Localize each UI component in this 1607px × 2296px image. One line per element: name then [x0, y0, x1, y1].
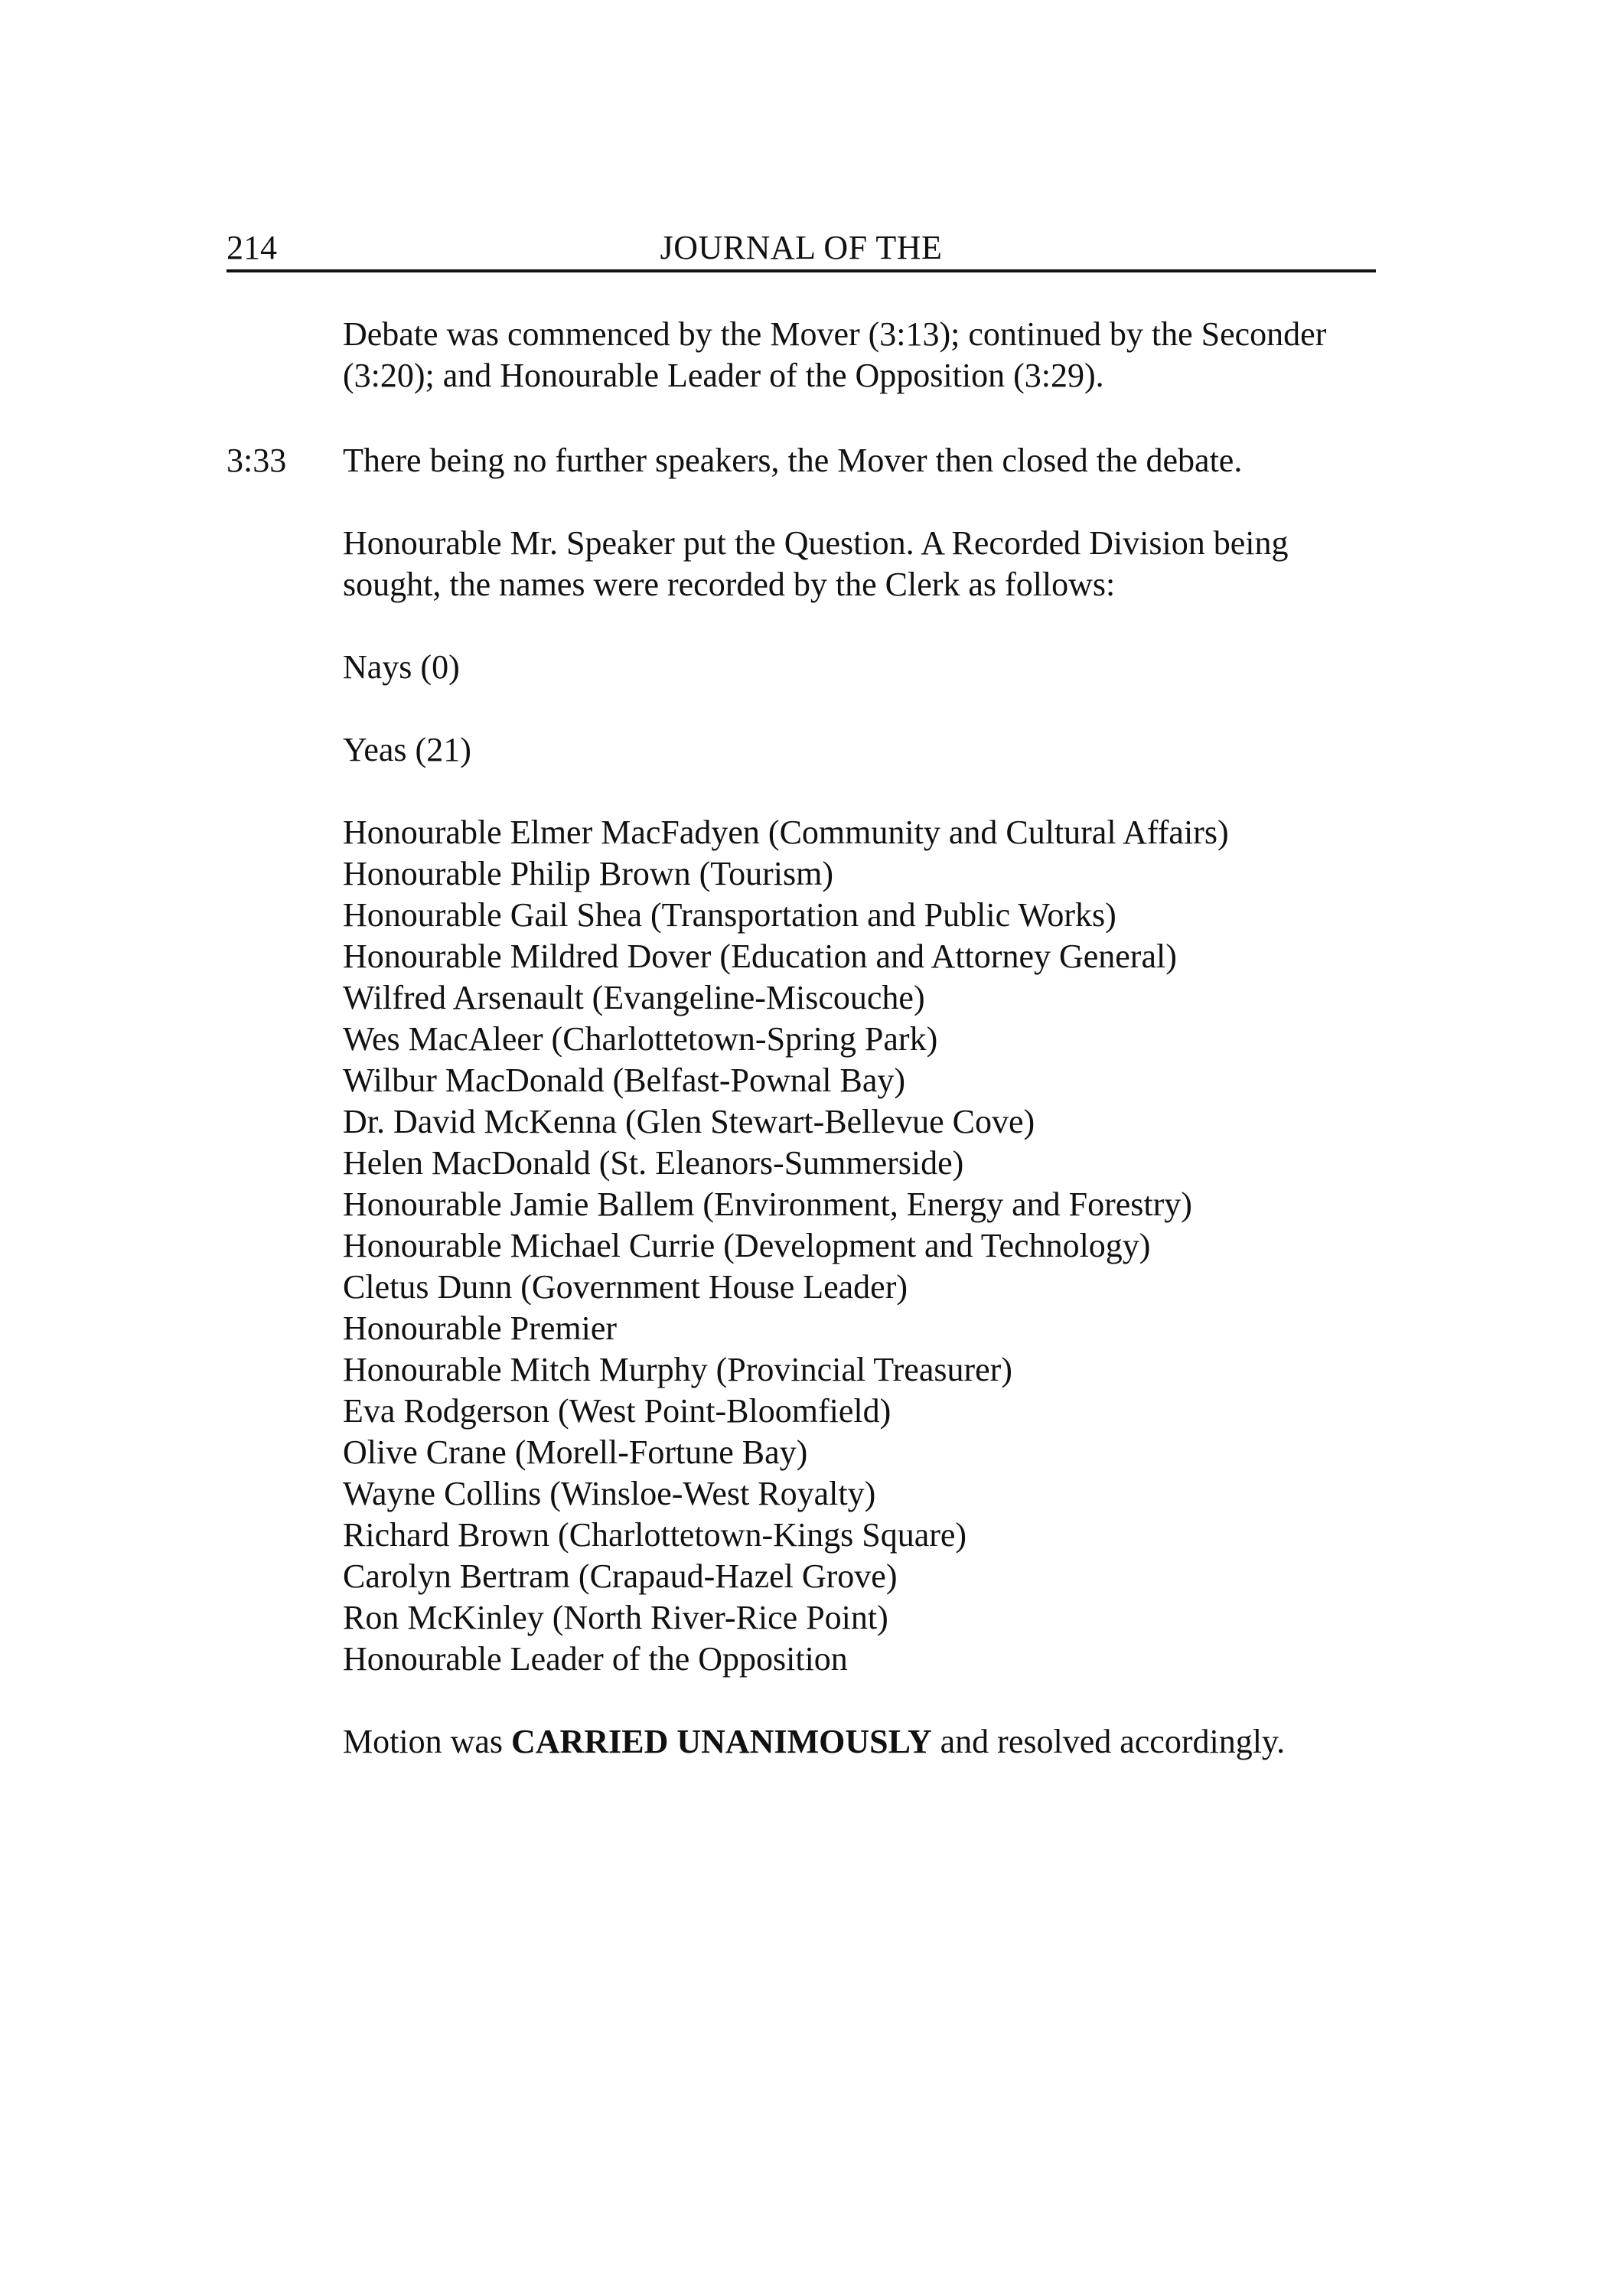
- result-paragraph: [343, 1721, 1376, 1763]
- list-item: Honourable Jamie Ballem (Environment, Energy and Forestry): [343, 1186, 1192, 1223]
- list-item: Cletus Dunn (Government House Leader): [343, 1268, 908, 1306]
- list-item: Wayne Collins (Winsloe-West Royalty): [343, 1475, 876, 1512]
- list-item: Helen MacDonald (St. Eleanors-Summerside): [343, 1144, 964, 1182]
- yeas-list-block: [343, 812, 1376, 1680]
- page-header: [227, 227, 1376, 272]
- list-item: Honourable Leader of the Opposition: [343, 1640, 848, 1678]
- result-suffix: and resolved accordingly.: [931, 1723, 1286, 1760]
- division-paragraph-block: [343, 523, 1376, 605]
- list-item: Honourable Premier: [343, 1309, 617, 1347]
- list-item: Ron McKinley (North River-Rice Point): [343, 1599, 888, 1636]
- list-item: Honourable Philip Brown (Tourism): [343, 855, 833, 892]
- list-item: Dr. David McKenna (Glen Stewart-Bellevue Cove): [343, 1103, 1035, 1140]
- list-item: Richard Brown (Charlottetown-Kings Square): [343, 1516, 967, 1554]
- closing-paragraph-block: [343, 440, 1376, 481]
- list-item: Wilfred Arsenault (Evangeline-Miscouche): [343, 979, 925, 1016]
- list-item: Honourable Gail Shea (Transportation and Public Works): [343, 896, 1116, 934]
- closing-paragraph: There being no further speakers, the Mover then closed the debate.: [343, 442, 1243, 479]
- result-paragraph-block: [343, 1721, 1376, 1763]
- result-prefix: Motion was: [343, 1723, 511, 1760]
- division-paragraph: Honourable Mr. Speaker put the Question. A Recorded Division being sought, the names were recorded by the Clerk as follows:: [343, 524, 1289, 603]
- result-emphasis: CARRIED UNANIMOUSLY: [511, 1723, 932, 1760]
- list-item: Honourable Elmer MacFadyen (Community and Cultural Affairs): [343, 814, 1229, 851]
- page-number: 214: [227, 229, 277, 266]
- list-item: Eva Rodgerson (West Point-Bloomfield): [343, 1392, 892, 1430]
- debate-paragraph-block: [343, 314, 1376, 396]
- list-item: Honourable Michael Currie (Development and Technology): [343, 1227, 1151, 1264]
- yeas-name-list: [343, 812, 1376, 1680]
- closing-time: 3:33: [227, 442, 287, 479]
- running-head: JOURNAL OF THE: [660, 229, 943, 266]
- yeas-heading: Yeas (21): [343, 731, 471, 768]
- list-item: Wes MacAleer (Charlottetown-Spring Park): [343, 1020, 938, 1058]
- list-item: Olive Crane (Morell-Fortune Bay): [343, 1433, 808, 1471]
- debate-paragraph: Debate was commenced by the Mover (3:13); continued by the Seconder (3:20); and Honourable Leader of the Opposition (3:29).: [343, 315, 1327, 394]
- nays-heading: Nays (0): [343, 648, 460, 686]
- list-item: Wilbur MacDonald (Belfast-Pownal Bay): [343, 1062, 906, 1099]
- list-item: Carolyn Bertram (Crapaud-Hazel Grove): [343, 1557, 898, 1595]
- yeas-block: [343, 729, 1376, 771]
- nays-block: [343, 647, 1376, 688]
- list-item: Honourable Mildred Dover (Education and Attorney General): [343, 938, 1177, 975]
- list-item: Honourable Mitch Murphy (Provincial Treasurer): [343, 1351, 1012, 1388]
